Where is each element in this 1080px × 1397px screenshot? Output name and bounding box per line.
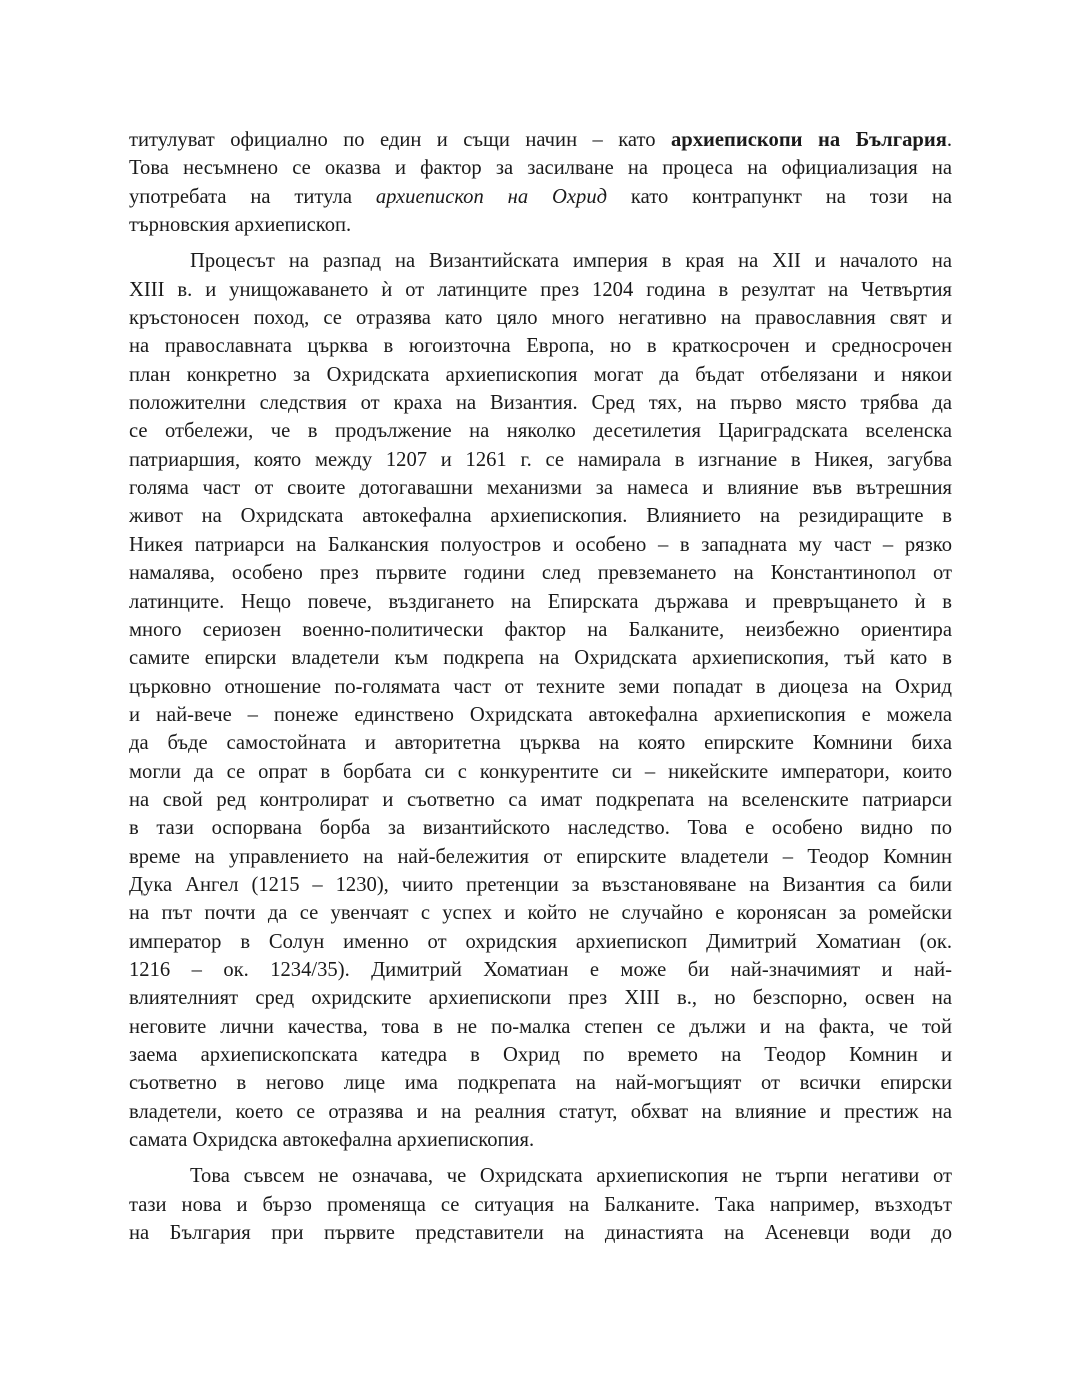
text-run: план конкретно за Охридската архиепископия могат да бъдат отбелязани и някои — [129, 363, 952, 386]
text-line — [129, 843, 952, 871]
text-run: влиятелният сред охридските архиепископи през XIII в., но безспорно, освен на — [129, 987, 952, 1010]
text-line — [129, 247, 952, 275]
text-line — [129, 616, 952, 644]
text-run: . — [946, 129, 953, 151]
text-run: Никея патриарси на Балканския полуостров и особено – в западната му част – рязко — [129, 533, 952, 556]
text-run: намалява, особено през първите години след превземането на Константинопол от — [129, 562, 952, 585]
text-run: и най-вече – понеже единствено Охридската автокефална архиепископия е можела — [129, 703, 952, 726]
paragraph-gap — [129, 1154, 952, 1162]
text-run: самата Охридска автокефална архиепископия. — [129, 1129, 535, 1152]
text-line — [129, 531, 952, 559]
text-line — [129, 701, 952, 729]
text-line — [129, 276, 952, 304]
text-run: владетели, което се отразява и на реалния статут, обхват на влияние и престиж на — [129, 1100, 952, 1123]
italic-text: архиепископ на Охрид — [375, 185, 608, 208]
text-line — [129, 183, 952, 211]
text-run: заема архиепископската катедра в Охрид по времето на Теодор Комнин и — [129, 1044, 952, 1066]
text-line — [129, 1219, 952, 1247]
text-line — [129, 984, 952, 1012]
text-line — [129, 559, 952, 587]
text-line — [129, 332, 952, 360]
text-line — [129, 871, 952, 899]
text-run: църковно отношение по-голямата част от техните земи попадат в диоцеза на Охрид — [129, 675, 952, 698]
text-run: латинците. Нещо повече, въздигането на Епирската държава и превръщането ѝ в — [129, 590, 952, 613]
text-line — [129, 729, 952, 757]
text-run: Процесът на разпад на Византийската империя в края на XII и началото на — [190, 250, 952, 273]
text-run: живот на Охридската автокефална архиепископия. Влиянието на резидиращите в — [129, 505, 952, 528]
text-line — [129, 361, 952, 389]
text-run: 1216 – ок. 1234/35). Димитрий Хоматиан е може би най-значимият и най- — [129, 958, 952, 981]
text-line — [129, 1126, 952, 1154]
text-line — [129, 588, 952, 616]
text-line — [129, 502, 952, 530]
text-run: търновския архиепископ. — [129, 214, 352, 237]
text-run: Това несъмнено се оказва и фактор за засилване на процеса на официализация на — [129, 157, 952, 180]
text-run: употребата на титула — [129, 185, 376, 208]
paragraph — [129, 247, 952, 1154]
text-line — [129, 899, 952, 927]
text-run: патриаршия, която между 1207 и 1261 г. се намирала в изгнание в Никея, загубва — [129, 448, 952, 471]
text-run: много сериозен военно-политически фактор на Балканите, неизбежно ориентира — [129, 618, 952, 641]
text-line — [129, 814, 952, 842]
text-line — [129, 673, 952, 701]
text-line — [129, 474, 952, 502]
text-line — [129, 304, 952, 332]
text-line — [129, 1069, 952, 1097]
text-run: се отбележи, че в продължение на няколко десетилетия Цариградската вселенска — [129, 420, 952, 443]
text-run: император в Солун именно от охридския архиепископ Димитрий Хоматиан (ок. — [129, 930, 952, 953]
text-run: Това съвсем не означава, че Охридската архиепископия не търпи негативи от — [190, 1165, 952, 1188]
text-line — [129, 956, 952, 984]
text-line — [129, 644, 952, 672]
text-run: титулуват официално по един и същи начин – като — [129, 129, 671, 151]
text-run: като контрапункт на този на — [607, 185, 952, 208]
document-page — [129, 126, 952, 1247]
text-line — [129, 786, 952, 814]
text-run: да бъде самостойната и авторитетна църква на която епирските Комнини биха — [129, 732, 952, 755]
text-line — [129, 126, 952, 154]
text-line — [129, 928, 952, 956]
text-run: съответно в негово лице има подкрепата на най-могъщият от всички епирски — [129, 1072, 952, 1095]
text-line — [129, 389, 952, 417]
text-line — [129, 1191, 952, 1219]
text-run: на православната църква в югоизточна Европа, но в краткосрочен и средносрочен — [129, 335, 952, 358]
text-run: тази нова и бързо променяща се ситуация на Балканите. Така например, възходът — [129, 1193, 952, 1216]
text-run: Дука Ангел (1215 – 1230), чиито претенции за възстановяване на Византия са били — [129, 873, 952, 896]
paragraph — [129, 126, 952, 239]
text-run: на път почти да се увенчаят с успех и който не случайно е коронясан за ромейски — [129, 902, 952, 925]
text-line — [129, 446, 952, 474]
text-run: XIII в. и унищожаването ѝ от латинците през 1204 година в резултат на Четвъртия — [129, 278, 952, 301]
text-run: кръстоносен поход, се отразява като цяло много негативно на православния свят и — [129, 307, 952, 330]
text-run: самите епирски владетели към подкрепа на Охридската архиепископия, тъй като в — [129, 647, 952, 670]
text-line — [129, 154, 952, 182]
paragraph-gap — [129, 239, 952, 247]
text-line — [129, 211, 952, 239]
text-run: положителни следствия от краха на Византия. Сред тях, на първо място трябва да — [129, 392, 952, 415]
text-run: на България при първите представители на династията на Асеневци води до — [129, 1222, 952, 1245]
text-run: голяма част от своите дотогавашни механизми за намеса и влияние във вътрешния — [129, 477, 952, 500]
text-run: на свой ред контролират и съответно са имат подкрепата на вселенските патриарси — [129, 788, 952, 811]
text-line — [129, 1098, 952, 1126]
text-line — [129, 1041, 952, 1069]
text-line — [129, 417, 952, 445]
text-line — [129, 1013, 952, 1041]
text-run: време на управлението на най-бележития от епирските владетели – Теодор Комнин — [129, 845, 952, 868]
paragraph — [129, 1162, 952, 1247]
text-line — [129, 1162, 952, 1190]
text-run: неговите лични качества, това в не по-малка степен се дължи и на факта, че той — [129, 1015, 952, 1038]
text-run: в тази оспорвана борба за византийското наследство. Това е особено видно по — [129, 817, 952, 840]
text-line — [129, 758, 952, 786]
text-run: могли да се опрат в борбата си с конкурентите си – никейските императори, които — [129, 760, 952, 783]
bold-text: архиепископи на България — [671, 129, 947, 151]
